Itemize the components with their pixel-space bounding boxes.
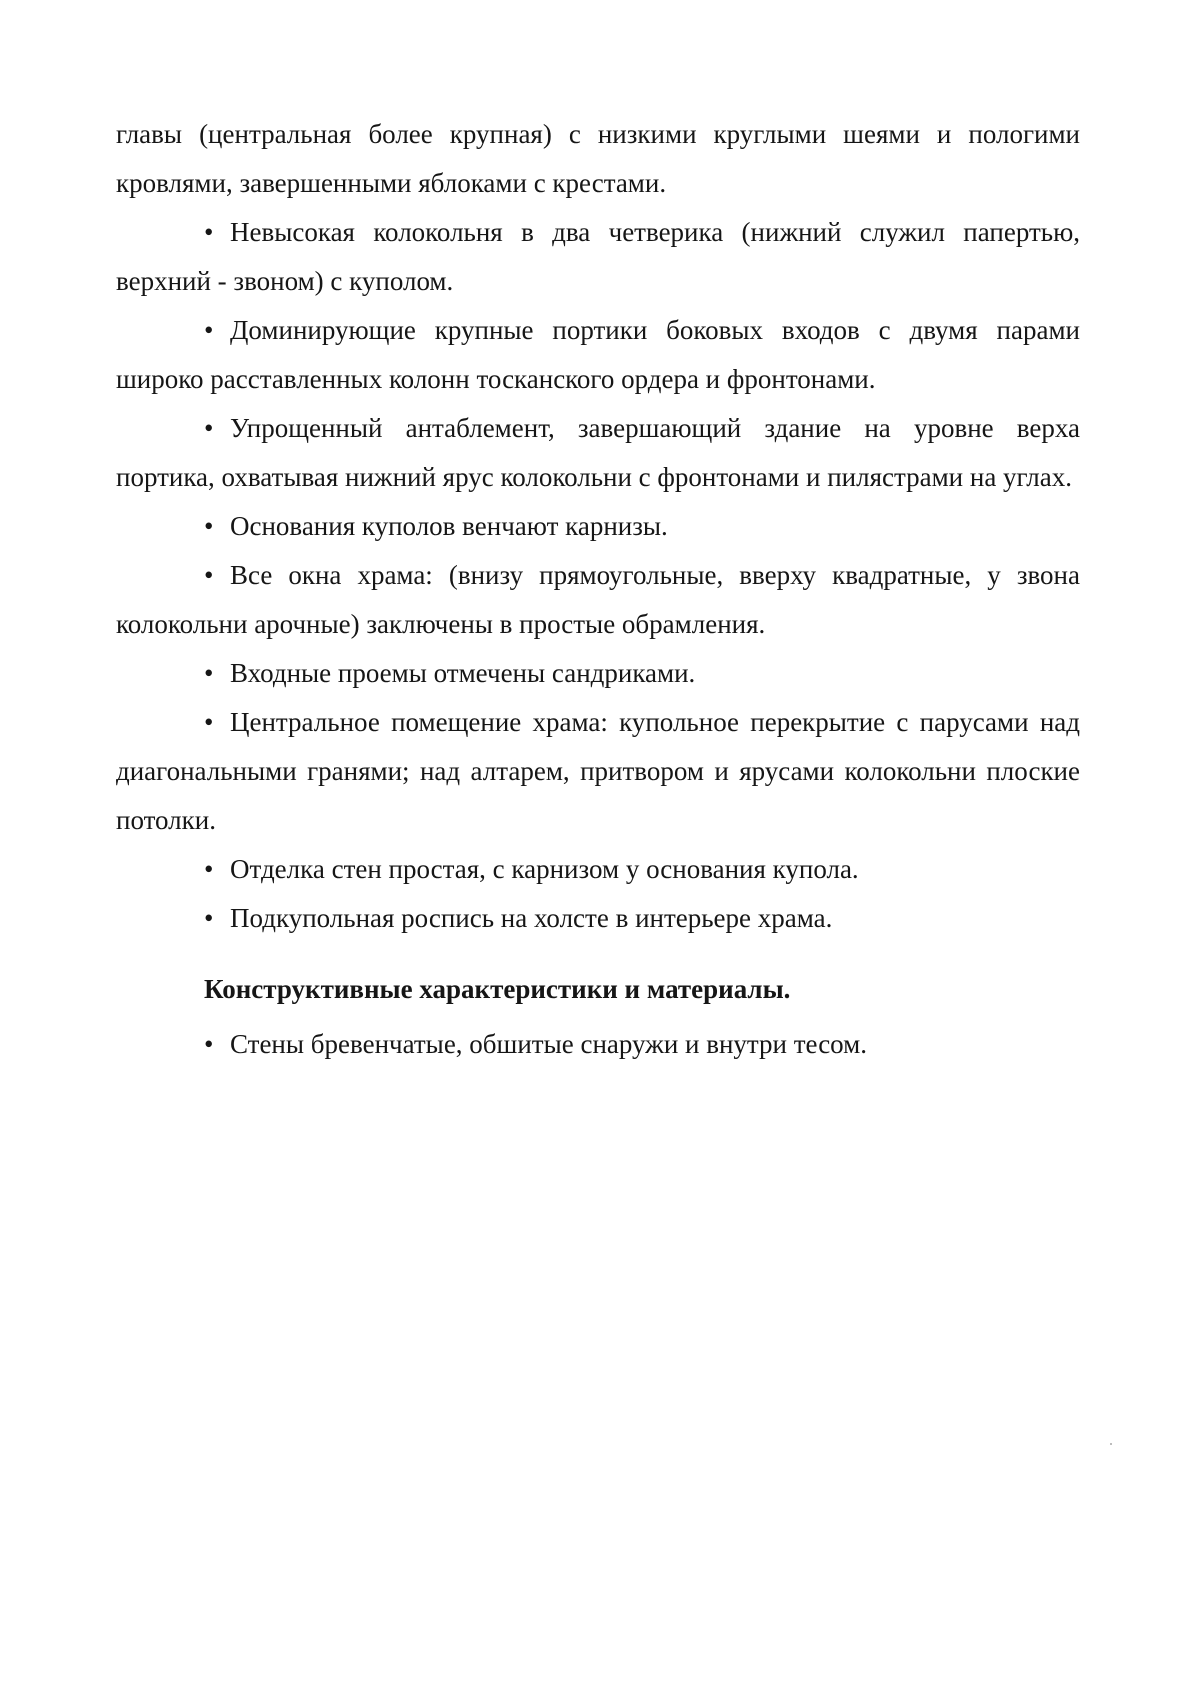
list-item-text: Входные проемы отмечены сандриками. xyxy=(230,658,696,688)
list-item xyxy=(116,551,1080,649)
document-body xyxy=(116,110,1080,1069)
list-item xyxy=(116,1020,1080,1069)
bullet-icon: • xyxy=(204,217,214,247)
bullet-icon: • xyxy=(204,1029,214,1059)
list-item-text: Невысокая колокольня в два четверика (нижний служил папертью, верхний - звоном) с куполом. xyxy=(116,217,1080,296)
list-item xyxy=(116,894,1080,943)
list-item-text: Доминирующие крупные портики боковых входов с двумя парами широко расставленных колонн тосканского ордера и фронтонами. xyxy=(116,315,1080,394)
list-item-text: Стены бревенчатые, обшитые снаружи и внутри тесом. xyxy=(230,1029,868,1059)
list-item xyxy=(116,845,1080,894)
list-item xyxy=(116,698,1080,845)
scan-speck xyxy=(1110,1443,1112,1445)
bullet-icon: • xyxy=(204,315,214,345)
list-item xyxy=(116,649,1080,698)
section-heading: Конструктивные характеристики и материалы. xyxy=(204,974,791,1004)
list-item-text: Центральное помещение храма: купольное перекрытие с парусами над диагональными гранями; над алтарем, притвором и ярусами колокольни плоские потолки. xyxy=(116,707,1080,835)
list-item xyxy=(116,208,1080,306)
list-item xyxy=(116,502,1080,551)
bullet-icon: • xyxy=(204,658,214,688)
list-item-text: Основания куполов венчают карнизы. xyxy=(230,511,668,541)
list-item-text: Отделка стен простая, с карнизом у основания купола. xyxy=(230,854,859,884)
bullet-icon: • xyxy=(204,854,214,884)
bullet-icon: • xyxy=(204,511,214,541)
list-item-text: Подкупольная роспись на холсте в интерьере храма. xyxy=(230,903,833,933)
intro-paragraph: главы (центральная более крупная) с низкими круглыми шеями и пологими кровлями, завершенными яблоками с крестами. xyxy=(116,119,1080,198)
bullet-icon: • xyxy=(204,903,214,933)
bullet-icon: • xyxy=(204,707,214,737)
list-item xyxy=(116,306,1080,404)
bullet-icon: • xyxy=(204,413,214,443)
list-item xyxy=(116,404,1080,502)
list-item-text: Упрощенный антаблемент, завершающий здание на уровне верха портика, охватывая нижний ярус колокольни с фронтонами и пилястрами на углах. xyxy=(116,413,1080,492)
list-item-text: Все окна храма: (внизу прямоугольные, вверху квадратные, у звона колокольни арочные) заключены в простые обрамления. xyxy=(116,560,1080,639)
bullet-icon: • xyxy=(204,560,214,590)
